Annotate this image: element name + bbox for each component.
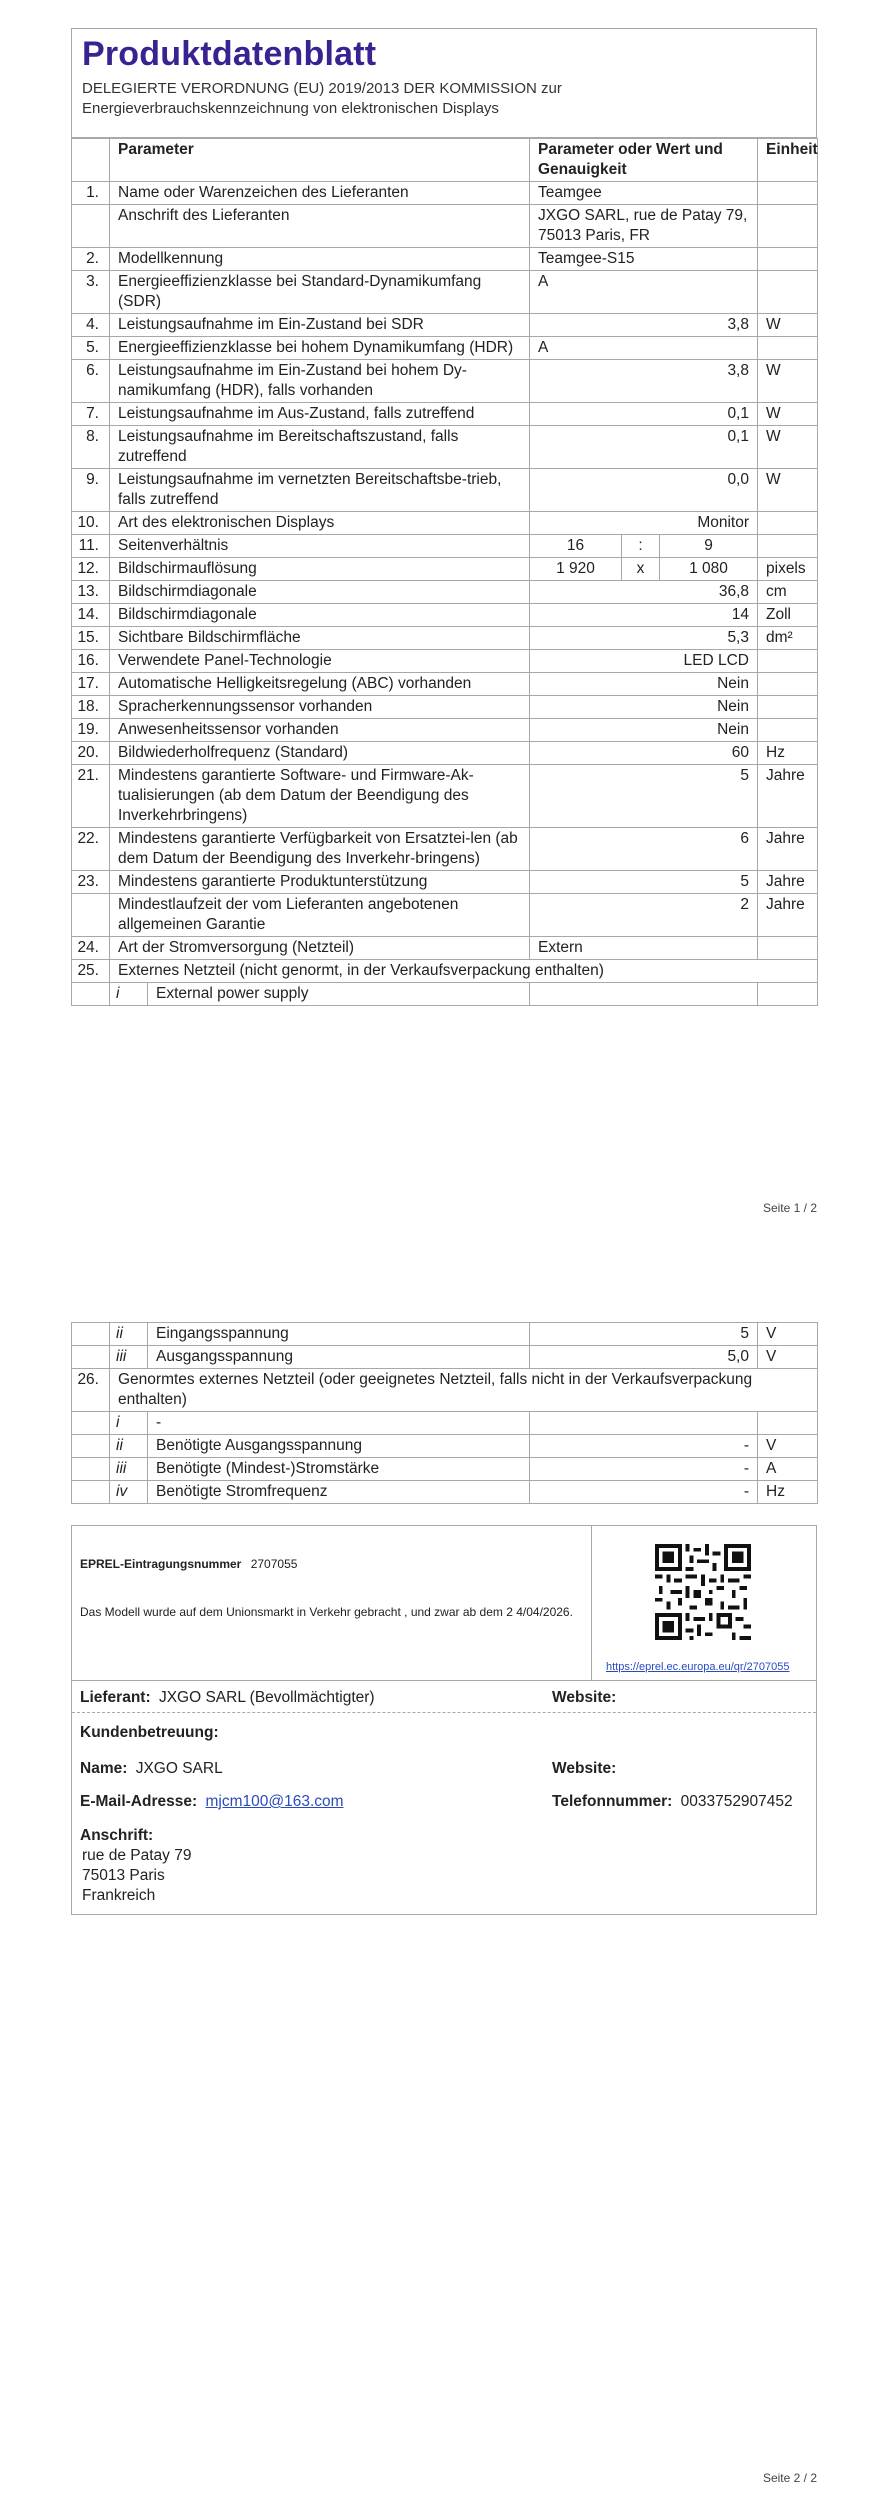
param-unit: pixels bbox=[758, 558, 818, 581]
param-label: Mindestens garantierte Software- und Firmware-Ak-tualisierungen (ab dem Datum der Beendigung des Inverkehrbringens) bbox=[110, 765, 530, 828]
table-row bbox=[72, 1458, 818, 1481]
support-website-label: Website: bbox=[552, 1760, 617, 1777]
table-row bbox=[72, 1369, 818, 1412]
row-number bbox=[72, 1346, 110, 1369]
param-unit: Zoll bbox=[758, 604, 818, 627]
ratio-separator: x bbox=[622, 558, 660, 580]
address-line2: 75013 Paris bbox=[82, 1867, 165, 1884]
table-row bbox=[72, 337, 818, 360]
param-label: Bildschirmauflösung bbox=[110, 558, 530, 581]
row-number bbox=[72, 1481, 110, 1504]
row-number: 4. bbox=[72, 314, 110, 337]
param-unit bbox=[758, 512, 818, 535]
param-value bbox=[530, 1412, 758, 1435]
param-unit bbox=[758, 182, 818, 205]
table-row bbox=[72, 182, 818, 205]
param-label: Mindestens garantierte Verfügbarkeit von Ersatztei-len (ab dem Datum der Beendigung des Inverkehr-bringens) bbox=[110, 828, 530, 871]
table-row bbox=[72, 314, 818, 337]
email-link[interactable]: mjcm100@163.com bbox=[205, 1793, 344, 1810]
row-number bbox=[72, 894, 110, 937]
sub-index: iii bbox=[110, 1346, 148, 1369]
param-unit: cm bbox=[758, 581, 818, 604]
row-number: 24. bbox=[72, 937, 110, 960]
param-value: JXGO SARL, rue de Patay 79, 75013 Paris, FR bbox=[530, 205, 758, 248]
param-unit: V bbox=[758, 1346, 818, 1369]
param-unit: dm² bbox=[758, 627, 818, 650]
param-label: Bildwiederholfrequenz (Standard) bbox=[110, 742, 530, 765]
ratio-value-2: 9 bbox=[704, 537, 713, 554]
param-unit bbox=[758, 937, 818, 960]
table-row bbox=[72, 742, 818, 765]
ratio-value-1: 1 920 bbox=[530, 558, 622, 580]
eprel-reg-label: EPREL-Eintragungsnummer bbox=[80, 1557, 242, 1571]
param-unit: W bbox=[758, 403, 818, 426]
param-value: 14 bbox=[530, 604, 758, 627]
ratio-wrap bbox=[530, 535, 757, 557]
param-unit bbox=[758, 983, 818, 1006]
param-label: Bildschirmdiagonale bbox=[110, 581, 530, 604]
param-label: Leistungsaufnahme im Aus-Zustand, falls zutreffend bbox=[110, 403, 530, 426]
support-label: Kundenbetreuung: bbox=[80, 1724, 219, 1741]
row-number: 23. bbox=[72, 871, 110, 894]
param-unit: Jahre bbox=[758, 765, 818, 828]
param-label: Leistungsaufnahme im Ein-Zustand bei hohem Dy-namikumfang (HDR), falls vorhanden bbox=[110, 360, 530, 403]
param-label: Automatische Helligkeitsregelung (ABC) vorhanden bbox=[110, 673, 530, 696]
param-label: Genormtes externes Netzteil (oder geeignetes Netzteil, falls nicht in der Verkaufsverpackung enthalten) bbox=[110, 1369, 818, 1412]
page-subtitle: DELEGIERTE VERORDNUNG (EU) 2019/2013 DER KOMMISSION zur Energieverbrauchskennzeichnung von elektronischen Displays bbox=[82, 80, 562, 117]
row-number: 13. bbox=[72, 581, 110, 604]
param-value: Teamgee bbox=[530, 182, 758, 205]
param-label: Seitenverhältnis bbox=[110, 535, 530, 558]
param-unit: A bbox=[758, 1458, 818, 1481]
param-value: Nein bbox=[530, 696, 758, 719]
table-row bbox=[72, 983, 818, 1006]
header-unit-cell: Einheit bbox=[758, 139, 818, 182]
supplier-value: JXGO SARL (Bevollmächtigter) bbox=[158, 1689, 375, 1706]
param-value: 0,0 bbox=[530, 469, 758, 512]
row-number: 20. bbox=[72, 742, 110, 765]
phone-value: 0033752907452 bbox=[680, 1793, 793, 1810]
param-label: Art der Stromversorgung (Netzteil) bbox=[110, 937, 530, 960]
param-unit: Jahre bbox=[758, 894, 818, 937]
param-unit: W bbox=[758, 314, 818, 337]
param-label: Sichtbare Bildschirmfläche bbox=[110, 627, 530, 650]
table-row bbox=[72, 627, 818, 650]
param-value: - bbox=[530, 1435, 758, 1458]
row-number bbox=[72, 1323, 110, 1346]
table-row bbox=[72, 604, 818, 627]
phone-label: Telefonnummer: bbox=[552, 1793, 673, 1810]
param-unit bbox=[758, 271, 818, 314]
eprel-qr-link[interactable]: https://eprel.ec.europa.eu/qr/2707055 bbox=[606, 1661, 790, 1673]
param-label: Energieeffizienzklasse bei hohem Dynamikumfang (HDR) bbox=[110, 337, 530, 360]
address-line1: rue de Patay 79 bbox=[82, 1847, 192, 1864]
ratio-cell bbox=[530, 558, 758, 581]
row-number: 1. bbox=[72, 182, 110, 205]
row-number: 19. bbox=[72, 719, 110, 742]
param-label: Anwesenheitssensor vorhanden bbox=[110, 719, 530, 742]
row-number: 12. bbox=[72, 558, 110, 581]
table-row bbox=[72, 205, 818, 248]
row-number: 9. bbox=[72, 469, 110, 512]
param-value: 2 bbox=[530, 894, 758, 937]
row-number: 6. bbox=[72, 360, 110, 403]
email-row bbox=[80, 1792, 344, 1812]
param-unit: Hz bbox=[758, 1481, 818, 1504]
param-label: Art des elektronischen Displays bbox=[110, 512, 530, 535]
param-unit: V bbox=[758, 1435, 818, 1458]
row-number: 15. bbox=[72, 627, 110, 650]
param-unit: V bbox=[758, 1323, 818, 1346]
param-unit bbox=[758, 1412, 818, 1435]
eprel-box bbox=[71, 1525, 817, 1915]
sub-param-cell bbox=[110, 983, 530, 1006]
param-value: A bbox=[530, 271, 758, 314]
param-unit: W bbox=[758, 360, 818, 403]
page-number-2: Seite 2 / 2 bbox=[762, 2471, 817, 2485]
row-number: 26. bbox=[72, 1369, 110, 1412]
param-label: Bildschirmdiagonale bbox=[110, 604, 530, 627]
table-row bbox=[72, 558, 818, 581]
row-number: 25. bbox=[72, 960, 110, 983]
support-name-row bbox=[80, 1759, 223, 1779]
eprel-reg-number: 2707055 bbox=[250, 1557, 298, 1571]
param-unit bbox=[758, 248, 818, 271]
header-param-cell: Parameter bbox=[110, 139, 530, 182]
param-label: Mindestlaufzeit der vom Lieferanten angebotenen allgemeinen Garantie bbox=[110, 894, 530, 937]
param-value: Extern bbox=[530, 937, 758, 960]
param-value: Nein bbox=[530, 719, 758, 742]
row-number: 8. bbox=[72, 426, 110, 469]
title-box bbox=[71, 28, 817, 138]
divider bbox=[72, 1712, 816, 1713]
address-block bbox=[80, 1826, 191, 1906]
sub-param-wrap bbox=[110, 983, 529, 1005]
row-number: 11. bbox=[72, 535, 110, 558]
param-value: 0,1 bbox=[530, 403, 758, 426]
spec-table-page1 bbox=[71, 138, 818, 1006]
sub-index: iv bbox=[110, 1481, 148, 1504]
ratio-value-2: 1 080 bbox=[689, 560, 728, 577]
eprel-market-note: Das Modell wurde auf dem Unionsmarkt in Verkehr gebracht , und zwar ab dem 2 4/04/2026. bbox=[80, 1605, 573, 1619]
param-value: Nein bbox=[530, 673, 758, 696]
table-row bbox=[72, 426, 818, 469]
supplier-row bbox=[80, 1688, 375, 1708]
param-value: 0,1 bbox=[530, 426, 758, 469]
sub-index: i bbox=[110, 1412, 148, 1435]
page-number-1: Seite 1 / 2 bbox=[762, 1201, 817, 1215]
row-number: 16. bbox=[72, 650, 110, 673]
address-label: Anschrift: bbox=[80, 1827, 154, 1844]
param-unit bbox=[758, 719, 818, 742]
param-label: Benötigte Ausgangsspannung bbox=[148, 1435, 530, 1458]
param-label: Externes Netzteil (nicht genormt, in der Verkaufsverpackung enthalten) bbox=[110, 960, 818, 983]
table-row bbox=[72, 271, 818, 314]
param-value: - bbox=[530, 1481, 758, 1504]
row-number: 14. bbox=[72, 604, 110, 627]
sub-index: i bbox=[110, 983, 148, 1005]
param-unit: Jahre bbox=[758, 828, 818, 871]
phone-row bbox=[552, 1792, 793, 1812]
row-number: 18. bbox=[72, 696, 110, 719]
param-value: Monitor bbox=[530, 512, 758, 535]
table-row bbox=[72, 360, 818, 403]
row-number: 22. bbox=[72, 828, 110, 871]
param-label: Benötigte Stromfrequenz bbox=[148, 1481, 530, 1504]
supplier-website-row bbox=[552, 1688, 616, 1708]
table-row bbox=[72, 512, 818, 535]
param-label: Anschrift des Lieferanten bbox=[110, 205, 530, 248]
address-line3: Frankreich bbox=[82, 1887, 156, 1904]
param-value: 5 bbox=[530, 871, 758, 894]
table-row bbox=[72, 581, 818, 604]
param-unit bbox=[758, 337, 818, 360]
supplier-website-label: Website: bbox=[552, 1689, 617, 1706]
param-value: 5 bbox=[530, 1323, 758, 1346]
param-unit bbox=[758, 205, 818, 248]
param-label: Spracherkennungssensor vorhanden bbox=[110, 696, 530, 719]
table-row bbox=[72, 469, 818, 512]
param-label: Verwendete Panel-Technologie bbox=[110, 650, 530, 673]
support-name-value: JXGO SARL bbox=[135, 1760, 223, 1777]
table-header-row bbox=[72, 139, 818, 182]
param-unit: W bbox=[758, 469, 818, 512]
row-number: 21. bbox=[72, 765, 110, 828]
param-unit bbox=[758, 696, 818, 719]
param-unit bbox=[758, 535, 818, 558]
table-row bbox=[72, 696, 818, 719]
param-label: Leistungsaufnahme im Bereitschaftszustand, falls zutreffend bbox=[110, 426, 530, 469]
sub-index: ii bbox=[110, 1323, 148, 1346]
param-label: Ausgangsspannung bbox=[148, 1346, 530, 1369]
row-number: 5. bbox=[72, 337, 110, 360]
param-label: Energieeffizienzklasse bei Standard-Dynamikumfang (SDR) bbox=[110, 271, 530, 314]
param-value: 36,8 bbox=[530, 581, 758, 604]
param-label: Modellkennung bbox=[110, 248, 530, 271]
table-row bbox=[72, 650, 818, 673]
param-value: - bbox=[530, 1458, 758, 1481]
param-label: - bbox=[148, 1412, 530, 1435]
table-row bbox=[72, 535, 818, 558]
support-website-row bbox=[552, 1759, 616, 1779]
table-row bbox=[72, 1346, 818, 1369]
table-row bbox=[72, 1481, 818, 1504]
param-label: Leistungsaufnahme im Ein-Zustand bei SDR bbox=[110, 314, 530, 337]
param-label: Benötigte (Mindest-)Stromstärke bbox=[148, 1458, 530, 1481]
row-number: 2. bbox=[72, 248, 110, 271]
table-row bbox=[72, 673, 818, 696]
eprel-info bbox=[72, 1526, 592, 1681]
param-unit bbox=[758, 650, 818, 673]
param-unit: Hz bbox=[758, 742, 818, 765]
row-number bbox=[72, 1458, 110, 1481]
page-title: Produktdatenblatt bbox=[82, 35, 377, 73]
param-label: Leistungsaufnahme im vernetzten Bereitschaftsbe-trieb, falls zutreffend bbox=[110, 469, 530, 512]
table-row bbox=[72, 960, 818, 983]
sub-index: iii bbox=[110, 1458, 148, 1481]
table-row bbox=[72, 828, 818, 871]
row-number bbox=[72, 205, 110, 248]
table-row bbox=[72, 871, 818, 894]
row-number bbox=[72, 983, 110, 1006]
ratio-cell bbox=[530, 535, 758, 558]
table-row bbox=[72, 248, 818, 271]
param-value: 5,0 bbox=[530, 1346, 758, 1369]
ratio-separator: : bbox=[622, 535, 660, 557]
table-row bbox=[72, 937, 818, 960]
param-value bbox=[530, 983, 758, 1006]
row-number bbox=[72, 1435, 110, 1458]
param-label: Eingangsspannung bbox=[148, 1323, 530, 1346]
param-unit: Jahre bbox=[758, 871, 818, 894]
param-value: 3,8 bbox=[530, 314, 758, 337]
row-number: 17. bbox=[72, 673, 110, 696]
param-unit bbox=[758, 673, 818, 696]
table-row bbox=[72, 1412, 818, 1435]
param-value: 60 bbox=[530, 742, 758, 765]
spec-table-page2 bbox=[71, 1322, 818, 1504]
param-value: A bbox=[530, 337, 758, 360]
ratio-value-1: 16 bbox=[530, 535, 622, 557]
header-num-cell bbox=[72, 139, 110, 182]
sub-index: ii bbox=[110, 1435, 148, 1458]
table-row bbox=[72, 719, 818, 742]
param-label: External power supply bbox=[156, 985, 309, 1002]
param-value: 6 bbox=[530, 828, 758, 871]
param-value: Teamgee-S15 bbox=[530, 248, 758, 271]
param-unit: W bbox=[758, 426, 818, 469]
eprel-header bbox=[72, 1526, 816, 1681]
row-number bbox=[72, 1412, 110, 1435]
row-number: 3. bbox=[72, 271, 110, 314]
param-value: 5 bbox=[530, 765, 758, 828]
support-name-label: Name: bbox=[80, 1760, 128, 1777]
table-row bbox=[72, 1323, 818, 1346]
param-label: Name oder Warenzeichen des Lieferanten bbox=[110, 182, 530, 205]
table-row bbox=[72, 1435, 818, 1458]
param-value: LED LCD bbox=[530, 650, 758, 673]
header-value-cell: Parameter oder Wert und Genauigkeit bbox=[530, 139, 758, 182]
param-value: 3,8 bbox=[530, 360, 758, 403]
eprel-qr-area bbox=[592, 1526, 816, 1681]
qr-code-icon[interactable] bbox=[655, 1544, 751, 1640]
table-row bbox=[72, 765, 818, 828]
row-number: 7. bbox=[72, 403, 110, 426]
table-row bbox=[72, 894, 818, 937]
param-value: 5,3 bbox=[530, 627, 758, 650]
table-row bbox=[72, 403, 818, 426]
param-label: Mindestens garantierte Produktunterstützung bbox=[110, 871, 530, 894]
supplier-label: Lieferant: bbox=[80, 1689, 151, 1706]
row-number: 10. bbox=[72, 512, 110, 535]
email-label: E-Mail-Adresse: bbox=[80, 1793, 198, 1810]
ratio-wrap bbox=[530, 558, 757, 580]
